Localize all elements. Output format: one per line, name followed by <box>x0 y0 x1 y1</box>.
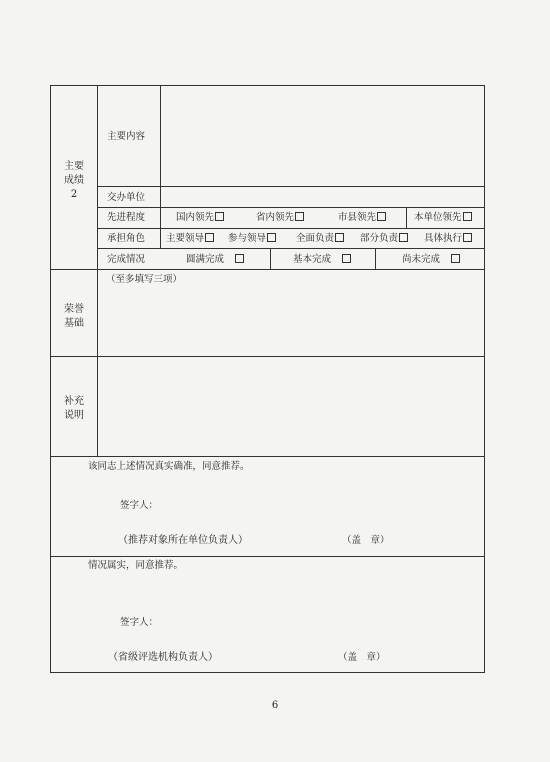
advance-opt-national[interactable] <box>176 212 224 223</box>
option-text: 具体执行 <box>424 233 463 244</box>
checkbox[interactable] <box>205 233 214 242</box>
section-label-supplement <box>59 395 89 423</box>
rec2-signer-label: 签字人： <box>120 617 159 628</box>
checkbox[interactable] <box>267 233 276 242</box>
option-text: 市县领先 <box>338 212 377 223</box>
role-opt-full[interactable] <box>296 233 344 244</box>
role-opt-execute[interactable] <box>424 233 472 244</box>
honor-note: （至多填写三项） <box>106 274 183 285</box>
checkbox[interactable] <box>451 254 460 263</box>
completion-label: 完成情况 <box>107 254 146 265</box>
section-label-honor <box>59 303 89 331</box>
rule <box>97 186 484 187</box>
rule <box>50 456 485 457</box>
page-number: 6 <box>271 700 279 711</box>
rule <box>97 228 484 229</box>
rule <box>97 207 484 208</box>
option-text: 尚未完成 <box>402 254 441 265</box>
label-text: 荣誉 <box>64 304 84 315</box>
advance-label: 先进程度 <box>107 212 146 223</box>
advance-opt-city[interactable] <box>338 212 386 223</box>
rec1-signer-label: 签字人： <box>120 500 159 511</box>
checkbox[interactable] <box>342 254 351 263</box>
rule <box>160 85 161 248</box>
main-content-label: 主要内容 <box>107 131 146 142</box>
checkbox[interactable] <box>295 212 304 221</box>
option-text: 部分负责 <box>360 233 399 244</box>
rule <box>270 248 271 269</box>
rule <box>97 248 484 249</box>
option-text: 参与领导 <box>228 233 267 244</box>
label-text: 补充 <box>64 396 84 407</box>
checkbox[interactable] <box>235 254 244 263</box>
label-text: 2 <box>70 189 78 200</box>
advance-opt-unit[interactable] <box>414 212 472 223</box>
completion-opt-full[interactable] <box>186 254 244 265</box>
rec1-seal: （盖 章） <box>342 535 390 546</box>
rule <box>50 269 485 270</box>
completion-opt-basic[interactable] <box>293 254 351 265</box>
form-table <box>50 85 485 673</box>
option-text: 国内领先 <box>176 212 215 223</box>
rule <box>50 556 485 557</box>
checkbox[interactable] <box>215 212 224 221</box>
checkbox[interactable] <box>463 233 472 242</box>
rec2-role: （省级评选机构负责人） <box>108 652 218 663</box>
role-opt-lead[interactable] <box>166 233 214 244</box>
role-label: 承担角色 <box>107 233 146 244</box>
rule <box>375 248 376 269</box>
option-text: 主要领导 <box>166 233 205 244</box>
role-opt-participate[interactable] <box>228 233 276 244</box>
option-text: 本单位领先 <box>414 212 462 223</box>
section-label-main <box>59 160 89 202</box>
role-opt-partial[interactable] <box>360 233 408 244</box>
label-text: 主要 <box>64 161 84 172</box>
rule <box>50 356 485 357</box>
label-text: 说明 <box>64 410 84 421</box>
rule <box>97 85 98 456</box>
option-text: 基本完成 <box>293 254 332 265</box>
rec2-statement: 情况属实，同意推荐。 <box>88 560 184 571</box>
checkbox[interactable] <box>377 212 386 221</box>
checkbox[interactable] <box>399 233 408 242</box>
rec1-statement: 该同志上述情况真实确准，同意推荐。 <box>88 461 250 472</box>
rec2-seal: （盖 章） <box>338 652 386 663</box>
rule <box>406 207 407 228</box>
rec1-role: （推荐对象所在单位负责人） <box>118 535 248 546</box>
checkbox[interactable] <box>335 233 344 242</box>
checkbox[interactable] <box>463 212 472 221</box>
option-text: 全面负责 <box>296 233 335 244</box>
advance-opt-province[interactable] <box>256 212 304 223</box>
unit-label: 交办单位 <box>107 192 146 203</box>
option-text: 圆满完成 <box>186 254 225 265</box>
completion-opt-none[interactable] <box>402 254 460 265</box>
label-text: 成绩 <box>64 175 84 186</box>
option-text: 省内领先 <box>256 212 295 223</box>
label-text: 基础 <box>64 318 84 329</box>
